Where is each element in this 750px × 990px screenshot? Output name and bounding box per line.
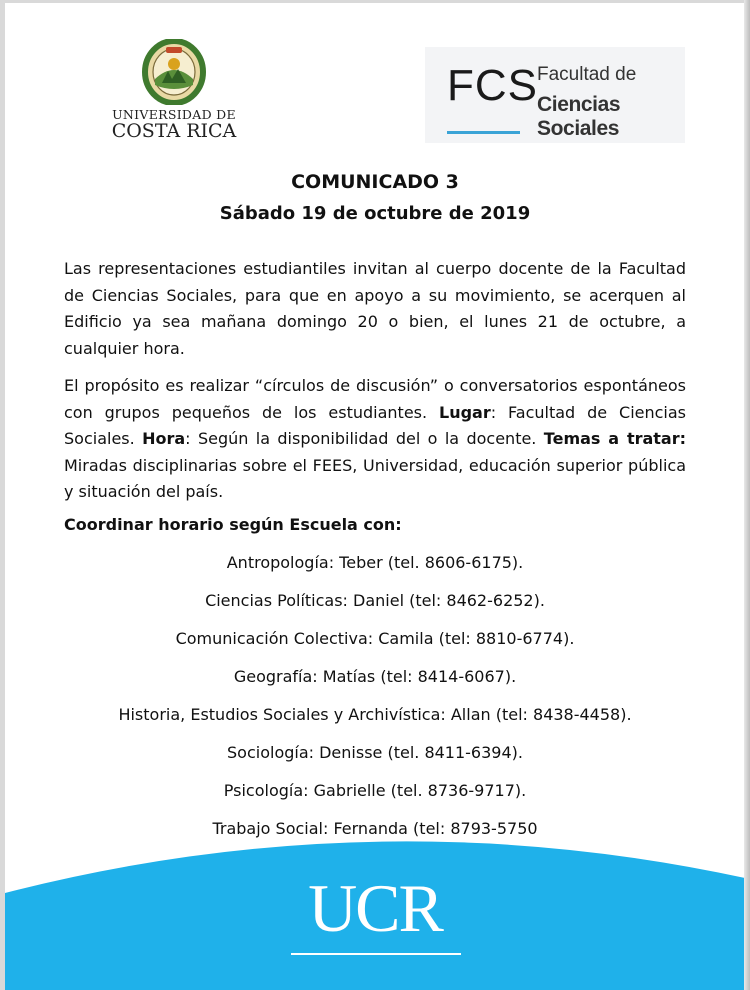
lugar-label: Lugar xyxy=(439,402,491,422)
ucr-seal-icon xyxy=(142,39,206,105)
purpose-intro: El propósito es realizar “círculos de discusión” o conversatorios espontáneos con grupos pequeños de los estudiantes. xyxy=(64,376,686,422)
document-page xyxy=(5,3,745,990)
fcs-name-line1: Facultad de xyxy=(537,64,637,85)
contact-item: Sociología: Denisse (tel. 8411-6394). xyxy=(227,743,523,762)
paragraph-purpose xyxy=(64,373,686,506)
ucr-name-line2: COSTA RICA xyxy=(111,120,237,142)
contact-item: Trabajo Social: Fernanda (tel: 8793-5750 xyxy=(212,819,538,838)
ucr-name-line1: UNIVERSIDAD DE xyxy=(112,107,236,122)
footer-logo-underline xyxy=(291,953,461,955)
document-title: COMUNICADO 3 xyxy=(291,171,459,193)
contact-item: Antropología: Teber (tel. 8606-6175). xyxy=(226,553,524,572)
hora-label: Hora xyxy=(142,429,186,448)
page-edge-shadow xyxy=(744,0,750,990)
fcs-name-line2: Ciencias Sociales xyxy=(537,93,621,140)
fcs-logo xyxy=(425,47,685,143)
contact-item: Ciencias Políticas: Daniel (tel: 8462-6252). xyxy=(205,591,545,610)
contact-item: Psicología: Gabrielle (tel. 8736-9717). xyxy=(223,781,527,800)
footer-ucr-logo: UCR xyxy=(308,870,442,946)
ucr-logo xyxy=(110,39,238,140)
paragraph-invitation: Las representaciones estudiantiles invitan al cuerpo docente de la Facultad de Ciencias Sociales, para que en apoyo a su movimiento, se acerquen al Edificio ya sea mañana domingo 20 o bien, el lunes 21 de octubre, a cualquier hora. xyxy=(64,259,686,358)
lugar-text: : Facultad de Ciencias Sociales. xyxy=(64,402,687,448)
contact-item: Comunicación Colectiva: Camila (tel: 8810-6774). xyxy=(175,629,575,648)
temas-label: Temas a tratar: xyxy=(543,429,687,448)
contact-item: Historia, Estudios Sociales y Archivística: Allan (tel: 8438-4458). xyxy=(118,705,632,724)
contact-list xyxy=(5,550,745,854)
contact-item: Geografía: Matías (tel: 8414-6067). xyxy=(233,667,517,686)
document-date: Sábado 19 de octubre de 2019 xyxy=(219,203,531,224)
hora-text: : Según la disponibilidad del o la docente. xyxy=(185,429,537,448)
fcs-abbreviation: FCS xyxy=(447,61,538,110)
coordinate-heading: Coordinar horario según Escuela con: xyxy=(64,515,402,534)
temas-text: Miradas disciplinarias sobre el FEES, Universidad, educación superior pública y situación del país. xyxy=(64,455,686,501)
fcs-accent-bar xyxy=(447,131,520,134)
